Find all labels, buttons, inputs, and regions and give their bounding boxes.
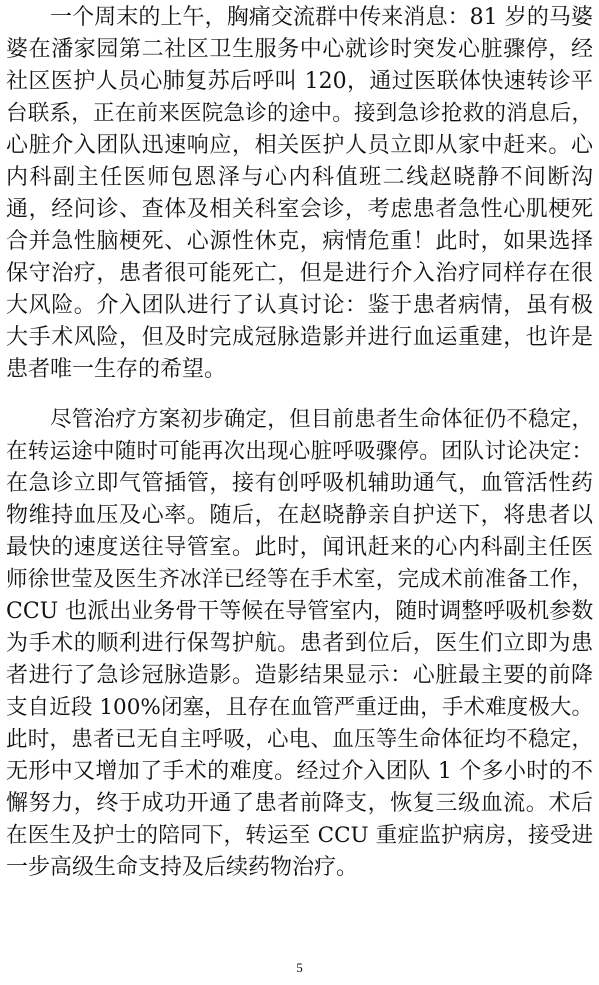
page-number: 5	[296, 960, 303, 975]
paragraph-1-line-7: 通，经问诊、查体及相关科室会诊，考虑患者急性心肌梗死	[6, 197, 593, 222]
paragraph-2-line-11: 此时，患者已无自主呼吸，心电、血压等生命体征均不稳定，	[6, 727, 593, 752]
paragraph-1-line-4: 台联系，正在前来医院急诊的途中。接到急诊抢救的消息后，	[6, 101, 593, 126]
paragraph-1-line-5: 心脏介入团队迅速响应，相关医护人员立即从家中赶来。心	[6, 133, 593, 158]
paragraph-2-line-4: 物维持血压及心率。随后，在赵晓静亲自护送下，将患者以	[6, 503, 593, 528]
paragraph-2-line-5: 最快的速度送往导管室。此时，闻讯赶来的心内科副主任医	[6, 535, 593, 560]
paragraph-2-line-9: 者进行了急诊冠脉造影。造影结果显示：心脏最主要的前降	[6, 663, 593, 688]
paragraph-1-line-10: 大风险。介入团队进行了认真讨论：鉴于患者病情，虽有极	[6, 293, 593, 318]
paragraph-2-line-3: 在急诊立即气管插管，接有创呼吸机辅助通气，血管活性药	[6, 471, 593, 496]
paragraph-1-line-3: 社区医护人员心肺复苏后呼叫 120，通过医联体快速转诊平	[6, 69, 593, 94]
paragraph-1-line-9: 保守治疗，患者很可能死亡，但是进行介入治疗同样存在很	[6, 261, 593, 286]
paragraph-2-line-2: 在转运途中随时可能再次出现心脏呼吸骤停。团队讨论决定：	[6, 439, 593, 464]
paragraph-1-line-1: 一个周末的上午，胸痛交流群中传来消息：81 岁的马婆	[50, 5, 593, 30]
paragraph-2-line-14: 在医生及护士的陪同下，转运至 CCU 重症监护病房，接受进	[6, 823, 593, 848]
paragraph-1-line-11: 大手术风险，但及时完成冠脉造影并进行血运重建，也许是	[6, 325, 593, 350]
paragraph-2-line-8: 为手术的顺利进行保驾护航。患者到位后，医生们立即为患	[6, 631, 593, 656]
paragraph-2-line-1: 尽管治疗方案初步确定，但目前患者生命体征仍不稳定，	[50, 407, 593, 432]
paragraph-2-line-12: 无形中又增加了手术的难度。经过介入团队 1 个多小时的不	[6, 759, 593, 784]
paragraph-2-line-15: 一步高级生命支持及后续药物治疗。	[6, 855, 359, 880]
paragraph-2-line-6: 师徐世莹及医生齐冰洋已经等在手术室，完成术前准备工作，	[6, 567, 593, 592]
paragraph-1-line-8: 合并急性脑梗死、心源性休克，病情危重！此时，如果选择	[6, 229, 593, 254]
paragraph-2-line-10: 支自近段 100%闭塞，且存在血管严重迂曲，手术难度极大。	[6, 695, 593, 720]
paragraph-1-line-12: 患者唯一生存的希望。	[6, 357, 227, 382]
paragraph-1-line-6: 内科副主任医师包恩泽与心内科值班二线赵晓静不间断沟	[6, 165, 593, 190]
paragraph-2-line-13: 懈努力，终于成功开通了患者前降支，恢复三级血流。术后	[6, 791, 593, 816]
paragraph-1-line-2: 婆在潘家园第二社区卫生服务中心就诊时突发心脏骤停，经	[6, 37, 593, 62]
paragraph-2-line-7: CCU 也派出业务骨干等候在导管室内，随时调整呼吸机参数	[6, 599, 594, 624]
